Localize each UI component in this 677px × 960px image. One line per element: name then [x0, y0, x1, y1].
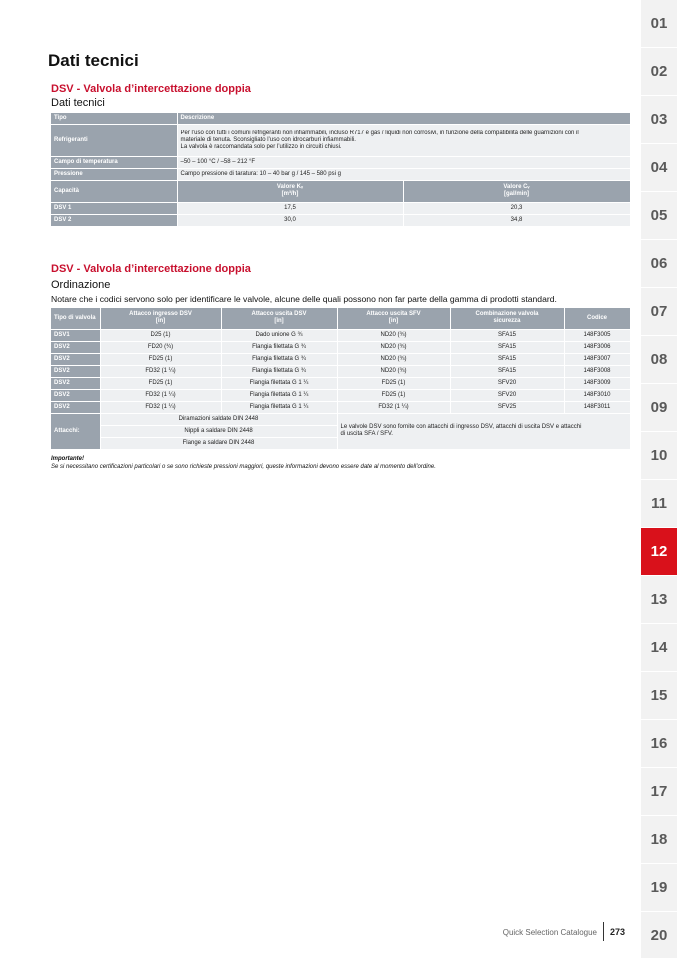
- table-row: [51, 341, 630, 353]
- header-ingresso-label: Attacco ingresso DSV: [129, 311, 192, 318]
- header-ingresso: [100, 308, 221, 329]
- footer-catalogue: Quick Selection Catalogue: [502, 928, 597, 937]
- sidebar-tab-11[interactable]: 11: [641, 480, 677, 528]
- cell-uscita: Flangia filettata G ¾: [221, 365, 337, 377]
- cell-uscita: Flangia filettata G 1 ¼: [221, 389, 337, 401]
- cv-value: 20,3: [403, 202, 630, 214]
- attacchi-item: Flange a saldare DIN 2448: [100, 437, 337, 449]
- sidebar-tab-13[interactable]: 13: [641, 576, 677, 624]
- cell-sfv: ND20 (¾): [337, 353, 450, 365]
- cv-unit: [gal/min]: [504, 191, 529, 197]
- sidebar-tab-16[interactable]: 16: [641, 720, 677, 768]
- kv-unit: [m³/h]: [281, 191, 299, 197]
- sidebar-tab-12[interactable]: 12: [641, 528, 677, 576]
- sidebar-tab-20[interactable]: 20: [641, 912, 677, 960]
- header-descrizione: Descrizione: [177, 113, 630, 124]
- refrigeranti-line: Per l’uso con tutti i comuni refrigeranti non infiammabili, incluso R717 e gas / liquidi non corrosivi, in funzione della compatibilità delle guarnizioni con il: [180, 129, 579, 136]
- header-tipo-valvola: Tipo di valvola: [51, 308, 100, 329]
- attacchi-note: [337, 413, 630, 449]
- cell-comb: SFA15: [450, 341, 564, 353]
- sidebar-tab-19[interactable]: 19: [641, 864, 677, 912]
- header-sfv: [337, 308, 450, 329]
- cell-sfv: ND20 (¾): [337, 365, 450, 377]
- sidebar-tab-08[interactable]: 08: [641, 336, 677, 384]
- cv-value: 34,8: [403, 214, 630, 226]
- table-row: [51, 214, 630, 226]
- cell-codice: 148F3009: [564, 377, 630, 389]
- sidebar-tab-09[interactable]: 09: [641, 384, 677, 432]
- ordering-note: Notare che i codici servono solo per identificare le valvole, alcune delle quali possono non far parte della gamma di prodotti standard.: [51, 294, 557, 304]
- sidebar-tab-05[interactable]: 05: [641, 192, 677, 240]
- cell-sfv: FD25 (1): [337, 377, 450, 389]
- cell-codice: 148F3011: [564, 401, 630, 413]
- cell-uscita: Flangia filettata G 1 ¼: [221, 377, 337, 389]
- sidebar-tab-03[interactable]: 03: [641, 96, 677, 144]
- cell-ingresso: FD32 (1 ¼): [100, 389, 221, 401]
- header-tipo: Tipo: [51, 113, 177, 124]
- cv-label: Valore Cᵥ: [503, 184, 530, 190]
- attacchi-item: Diramazioni saldate DIN 2448: [100, 413, 337, 425]
- section2-subtitle: Ordinazione: [51, 279, 111, 291]
- pressione-value: Campo pressione di taratura: 10 – 40 bar g / 145 – 580 psi g: [177, 168, 630, 180]
- kv-label: Valore Kᵥ: [276, 184, 304, 190]
- attacchi-item: Nippli a saldare DIN 2448: [100, 425, 337, 437]
- cell-codice: 148F3008: [564, 365, 630, 377]
- sidebar-tab-18[interactable]: 18: [641, 816, 677, 864]
- row-label-pressione: Pressione: [51, 168, 177, 180]
- ordering-table: [51, 308, 631, 450]
- sidebar-tab-14[interactable]: 14: [641, 624, 677, 672]
- important-text: Se si necessitano certificazioni particolari o se sono richieste pressioni maggiori, queste informazioni devono essere date al momento dell’ordine.: [51, 464, 436, 470]
- cell-ingresso: FD25 (1): [100, 353, 221, 365]
- important-title: Importante!: [51, 456, 84, 462]
- sidebar-tab-01[interactable]: 01: [641, 0, 677, 48]
- table-row: [51, 377, 630, 389]
- cell-tipo: DSV2: [51, 353, 100, 365]
- cell-tipo: DSV2: [51, 377, 100, 389]
- table-row: [51, 353, 630, 365]
- cell-ingresso: FD25 (1): [100, 377, 221, 389]
- page-title: Dati tecnici: [48, 51, 139, 70]
- cell-sfv: FD25 (1): [337, 389, 450, 401]
- cell-tipo: DSV2: [51, 401, 100, 413]
- cell-uscita: Flangia filettata G ¾: [221, 353, 337, 365]
- section1-title: DSV - Valvola d’intercettazione doppia: [51, 83, 251, 95]
- sidebar-tab-02[interactable]: 02: [641, 48, 677, 96]
- table-row: [51, 365, 630, 377]
- footer-divider: [603, 922, 604, 941]
- cell-codice: 148F3007: [564, 353, 630, 365]
- sidebar-tab-07[interactable]: 07: [641, 288, 677, 336]
- row-label-dsv1: DSV 1: [51, 202, 177, 214]
- kv-value: 17,5: [177, 202, 403, 214]
- sidebar-tab-04[interactable]: 04: [641, 144, 677, 192]
- cell-uscita: Flangia filettata G 1 ¼: [221, 401, 337, 413]
- header-comb-line2: sicurezza: [493, 318, 521, 325]
- cell-codice: 148F3006: [564, 341, 630, 353]
- cell-uscita: Dado unione G ¾: [221, 329, 337, 341]
- cell-tipo: DSV2: [51, 365, 100, 377]
- header-combinazione: [450, 308, 564, 329]
- attacchi-label: Attacchi:: [51, 413, 100, 449]
- table-row: [51, 389, 630, 401]
- cell-comb: SFA15: [450, 329, 564, 341]
- header-cv: [403, 180, 630, 202]
- cell-comb: SFA15: [450, 353, 564, 365]
- table-row: [51, 202, 630, 214]
- header-sfv-unit: [in]: [388, 318, 399, 325]
- table-row: [51, 401, 630, 413]
- header-uscita-label: Attacco uscita DSV: [251, 311, 307, 318]
- cell-comb: SFV20: [450, 389, 564, 401]
- header-ingresso-unit: [in]: [155, 318, 166, 325]
- campo-value: –50 – 100 °C / –58 – 212 °F: [177, 156, 630, 168]
- cell-sfv: ND20 (¾): [337, 341, 450, 353]
- cell-sfv: FD32 (1 ¼): [337, 401, 450, 413]
- cell-codice: 148F3005: [564, 329, 630, 341]
- row-label-capacita: Capacità: [51, 180, 177, 202]
- header-comb-line1: Combinazione valvola: [475, 311, 539, 318]
- cell-ingresso: FD20 (¾): [100, 341, 221, 353]
- cell-tipo: DSV2: [51, 389, 100, 401]
- header-codice: Codice: [564, 308, 630, 329]
- refrigeranti-line: materiale di tenuta. Sconsigliato l’uso con idrocarburi infiammabili.: [180, 136, 356, 143]
- important-note: [51, 455, 436, 471]
- cell-comb: SFA15: [450, 365, 564, 377]
- cell-codice: 148F3010: [564, 389, 630, 401]
- sidebar-tab-15[interactable]: 15: [641, 672, 677, 720]
- header-kv: [177, 180, 403, 202]
- kv-value: 30,0: [177, 214, 403, 226]
- row-label-campo: Campo di temperatura: [51, 156, 177, 168]
- cell-sfv: ND20 (¾): [337, 329, 450, 341]
- refrigeranti-value: [177, 124, 630, 156]
- sidebar-tab-10[interactable]: 10: [641, 432, 677, 480]
- cell-ingresso: FD32 (1 ¼): [100, 401, 221, 413]
- header-uscita: [221, 308, 337, 329]
- sidebar-tab-06[interactable]: 06: [641, 240, 677, 288]
- cell-ingresso: FD32 (1 ¼): [100, 365, 221, 377]
- refrigeranti-line: La valvola è raccomandata solo per l’utilizzo in circuiti chiusi.: [180, 143, 342, 150]
- cell-uscita: Flangia filettata G ¾: [221, 341, 337, 353]
- cell-tipo: DSV1: [51, 329, 100, 341]
- cell-ingresso: D25 (1): [100, 329, 221, 341]
- sidebar-tab-17[interactable]: 17: [641, 768, 677, 816]
- row-label-refrigeranti: Refrigeranti: [51, 124, 177, 156]
- header-uscita-unit: [in]: [274, 318, 284, 325]
- header-sfv-label: Attacco uscita SFV: [366, 311, 421, 318]
- page-number: 273: [610, 927, 626, 937]
- tech-data-table: [51, 113, 631, 227]
- chapter-sidebar: [641, 0, 677, 958]
- cell-tipo: DSV2: [51, 341, 100, 353]
- attacchi-note-line: di uscita SFA / SFV.: [340, 431, 393, 437]
- row-label-dsv2: DSV 2: [51, 214, 177, 226]
- section1-subtitle: Dati tecnici: [51, 97, 105, 109]
- attacchi-note-line: Le valvole DSV sono fornite con attacchi di ingresso DSV, attacchi di uscita DSV e attacchi: [340, 424, 582, 430]
- table-row: [51, 329, 630, 341]
- cell-comb: SFV20: [450, 377, 564, 389]
- section2-title: DSV - Valvola d’intercettazione doppia: [51, 263, 251, 275]
- cell-comb: SFV25: [450, 401, 564, 413]
